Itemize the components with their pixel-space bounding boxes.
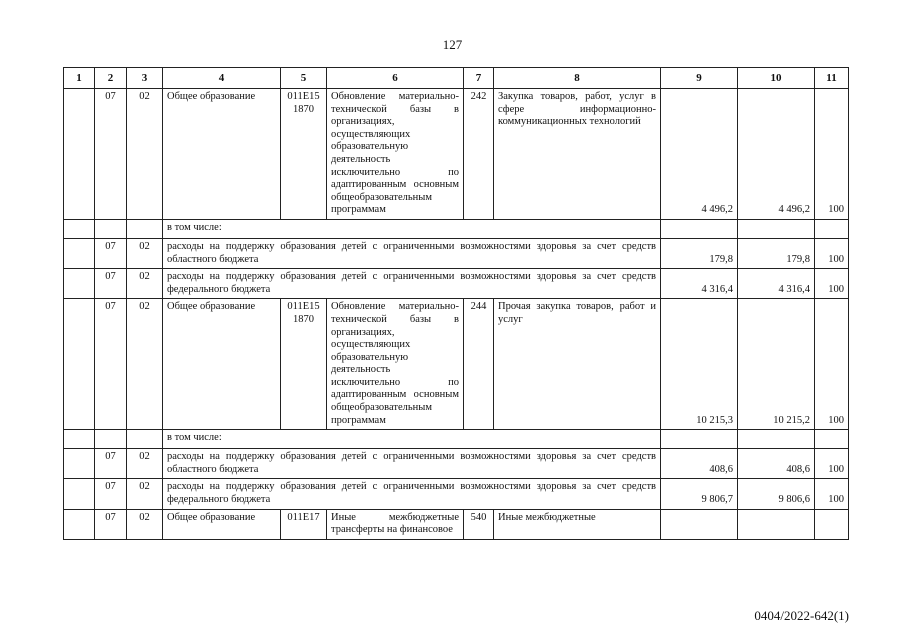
cell-empty <box>95 430 127 449</box>
cell-planned: 9 806,7 <box>661 479 738 509</box>
cell-funding-description: расходы на поддержку образования детей с ограниченными возможностями здоровья за счет средств областного бюджета <box>163 238 661 268</box>
cell-col-1 <box>64 509 95 539</box>
cell-empty <box>738 430 815 449</box>
subtotal-label: в том числе: <box>163 219 661 238</box>
page-number: 127 <box>442 37 463 52</box>
cell-executed <box>738 509 815 539</box>
cell-section: 07 <box>95 449 127 479</box>
cell-col-1 <box>64 89 95 220</box>
cell-target-code: 011Е17 <box>281 509 327 539</box>
column-header-9: 9 <box>661 68 738 89</box>
cell-empty <box>127 430 163 449</box>
cell-percent: 100 <box>815 269 849 299</box>
table-row <box>64 89 849 220</box>
table-row <box>64 449 849 479</box>
cell-target-code: 011Е15 1870 <box>281 299 327 430</box>
cell-empty <box>661 430 738 449</box>
column-header-1: 1 <box>64 68 95 89</box>
cell-empty <box>64 479 95 509</box>
cell-subsection: 02 <box>127 449 163 479</box>
cell-planned: 10 215,3 <box>661 299 738 430</box>
cell-expense-name: Закупка товаров, работ, услуг в сфере информационно-коммуникационных технологий <box>494 89 661 220</box>
document-code: 0404/2022-642(1) <box>754 608 849 623</box>
column-header-3: 3 <box>127 68 163 89</box>
cell-subsection: 02 <box>127 238 163 268</box>
cell-planned: 408,6 <box>661 449 738 479</box>
cell-percent: 100 <box>815 89 849 220</box>
cell-executed: 408,6 <box>738 449 815 479</box>
cell-subsection: 02 <box>127 509 163 539</box>
table-row <box>64 238 849 268</box>
cell-description: Обновление материально-технической базы в организациях, осуществляющих образовательную деятельность исключительно по адаптированным основным общеобразовательным программам <box>327 89 464 220</box>
cell-section: 07 <box>95 238 127 268</box>
cell-empty <box>661 219 738 238</box>
cell-percent <box>815 509 849 539</box>
subtotal-label: в том числе: <box>163 430 661 449</box>
cell-section: 07 <box>95 509 127 539</box>
cell-subsection: 02 <box>127 299 163 430</box>
cell-subsection: 02 <box>127 479 163 509</box>
cell-target-code: 011Е15 1870 <box>281 89 327 220</box>
column-header-2: 2 <box>95 68 127 89</box>
column-header-8: 8 <box>494 68 661 89</box>
cell-empty <box>815 219 849 238</box>
cell-name: Общее образование <box>163 509 281 539</box>
column-header-4: 4 <box>163 68 281 89</box>
cell-subsection: 02 <box>127 269 163 299</box>
cell-section: 07 <box>95 299 127 430</box>
cell-percent: 100 <box>815 299 849 430</box>
cell-planned: 4 496,2 <box>661 89 738 220</box>
cell-empty <box>127 219 163 238</box>
cell-planned <box>661 509 738 539</box>
cell-section: 07 <box>95 479 127 509</box>
cell-expense-name: Прочая закупка товаров, работ и услуг <box>494 299 661 430</box>
cell-expense-type: 244 <box>464 299 494 430</box>
cell-subsection: 02 <box>127 89 163 220</box>
cell-executed: 4 496,2 <box>738 89 815 220</box>
cell-executed: 179,8 <box>738 238 815 268</box>
cell-empty <box>64 430 95 449</box>
table-row <box>64 479 849 509</box>
cell-percent: 100 <box>815 238 849 268</box>
cell-expense-type: 540 <box>464 509 494 539</box>
cell-section: 07 <box>95 89 127 220</box>
column-header-10: 10 <box>738 68 815 89</box>
cell-planned: 4 316,4 <box>661 269 738 299</box>
table-body <box>64 89 849 540</box>
cell-empty <box>95 219 127 238</box>
cell-percent: 100 <box>815 479 849 509</box>
cell-empty <box>738 219 815 238</box>
cell-funding-description: расходы на поддержку образования детей с ограниченными возможностями здоровья за счет средств федерального бюджета <box>163 269 661 299</box>
cell-description: Иные межбюджетные трансферты на финансовое <box>327 509 464 539</box>
column-header-7: 7 <box>464 68 494 89</box>
cell-expense-type: 242 <box>464 89 494 220</box>
table-row <box>64 299 849 430</box>
cell-funding-description: расходы на поддержку образования детей с ограниченными возможностями здоровья за счет средств федерального бюджета <box>163 479 661 509</box>
cell-percent: 100 <box>815 449 849 479</box>
cell-planned: 179,8 <box>661 238 738 268</box>
cell-empty <box>64 219 95 238</box>
column-header-5: 5 <box>281 68 327 89</box>
cell-col-1 <box>64 299 95 430</box>
cell-expense-name: Иные межбюджетные <box>494 509 661 539</box>
cell-empty <box>815 430 849 449</box>
table-row <box>64 219 849 238</box>
cell-funding-description: расходы на поддержку образования детей с ограниченными возможностями здоровья за счет средств областного бюджета <box>163 449 661 479</box>
column-header-6: 6 <box>327 68 464 89</box>
budget-table <box>63 67 849 540</box>
table-row <box>64 509 849 539</box>
cell-name: Общее образование <box>163 89 281 220</box>
cell-name: Общее образование <box>163 299 281 430</box>
cell-executed: 9 806,6 <box>738 479 815 509</box>
cell-empty <box>64 269 95 299</box>
table-row <box>64 430 849 449</box>
cell-executed: 4 316,4 <box>738 269 815 299</box>
cell-description: Обновление материально-технической базы в организациях, осуществляющих образовательную деятельность исключительно по адаптированным основным общеобразовательным программам <box>327 299 464 430</box>
table-row <box>64 269 849 299</box>
cell-section: 07 <box>95 269 127 299</box>
cell-executed: 10 215,2 <box>738 299 815 430</box>
cell-empty <box>64 449 95 479</box>
column-header-11: 11 <box>815 68 849 89</box>
cell-empty <box>64 238 95 268</box>
header-row <box>64 68 849 89</box>
